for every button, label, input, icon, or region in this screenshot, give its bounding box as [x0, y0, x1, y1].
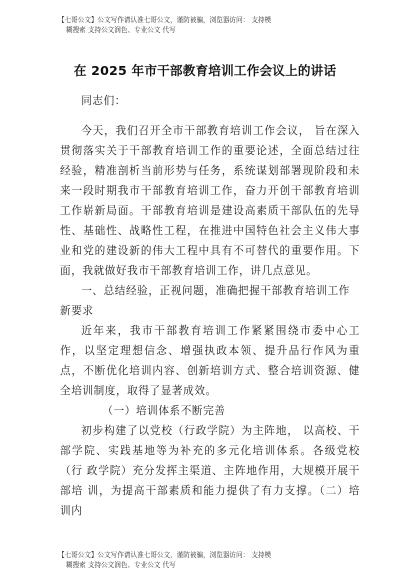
page-header-watermark — [58, 15, 358, 35]
page-footer-watermark — [58, 550, 358, 570]
footer-line-1: 【七哥公文】公文写作请认准七哥公文，谨防被骗，浏览器访问： 支持模 — [58, 551, 272, 559]
subsection-heading-1 — [60, 401, 360, 421]
document-body — [60, 91, 360, 521]
header-line-1: 【七哥公文】公文写作请认准七哥公文，谨防被骗，浏览器访问： 支持模 — [58, 16, 272, 24]
subsection-heading-1-text: （一）培训体系不断完善 — [102, 405, 226, 417]
subsection-heading-2: 二）培训内 — [60, 485, 360, 517]
header-line-2: 糊搜索 支持公文润色、专业公文 代写 — [66, 26, 176, 34]
section-heading-1: 一、总结经验，正视问题，准确把握干部教育培训工作新要求 — [60, 285, 350, 317]
greeting: 同志们： — [81, 95, 126, 107]
footer-line-2: 糊搜索 支持公文润色、专业公文 代写 — [66, 561, 176, 569]
paragraph-achievements: 近年来，我市干部教育培训工作紧紧围绕市委中心工作，以坚定理想信念、增强执政本领、提升品行作风为重点，不断优化培训内容、创新培训方式、整合培训资源、健全培训制度，取得了显著成效。 — [60, 325, 360, 397]
document-title: 在 2025 年市干部教育培训工作会议上的讲话 — [73, 63, 337, 78]
paragraph-training-system — [60, 421, 360, 521]
paragraph-training-system-text: 初步构建了以党校（行政学院）为主阵地， 以高校、干 部学院、实践基地等为补充的多元化培训体系。各级党校（行 政学院）充分发挥主渠道、主阵地作用，大规模开展干部培 训，为提高干部素质和能力提供了有力支撑。（ — [60, 425, 360, 497]
paragraph-intro: 今天，我们召开全市干部教育培训工作会议， 旨在深入 贯彻落实关于干部教育培训工作的重要论述，全面总结过往 经验，精准剖析当前形势与任务，系统谋划部署现阶段和未 来一段时期我市干部教育培训工作，奋力开创干部教育培训 工作崭新局面。干部教育培训是建设高素质干部队伍的先导 性、基础性、战略性工程，在推进中国特色社会主义伟大事 业和党的建设新的伟大工程中具有不可替代的重要作用。下 面，我就做好我市干部教育培训工作，讲几点意见。 — [60, 125, 360, 277]
